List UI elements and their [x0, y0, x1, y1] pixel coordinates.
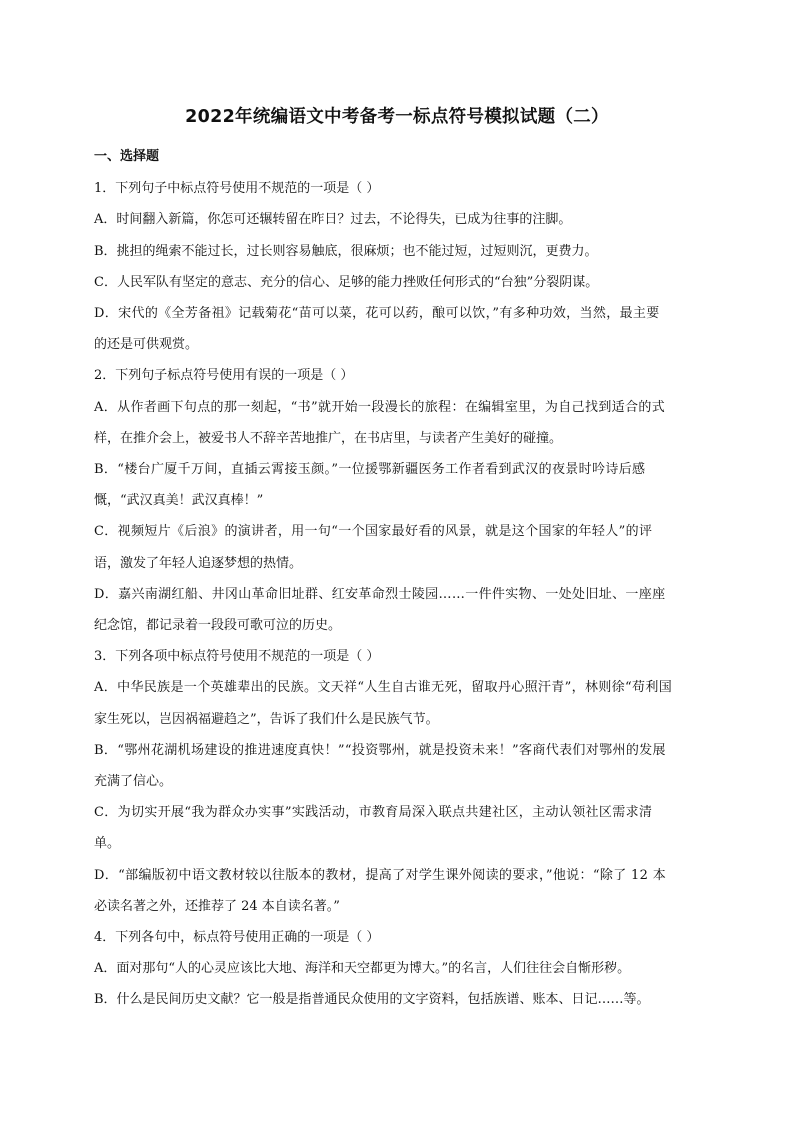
- question-line: 4．下列各句中，标点符号使用正确的一项是（ ）: [94, 930, 380, 945]
- option-line: A．时间翻入新篇，你怎可还辗转留在昨日？过去，不论得失，已成为往事的注脚。: [94, 212, 572, 227]
- option-line: C．为切实开展“我为群众办实事”实践活动，市教育局深入联点共建社区，主动认领社区需求清: [94, 805, 653, 820]
- option-line: C．视频短片《后浪》的演讲者，用一句“一个国家最好看的风景，就是这个国家的年轻人”的评: [94, 524, 653, 539]
- question-line: 3．下列各项中标点符号使用不规范的一项是（ ）: [94, 649, 380, 664]
- option-line: B．“鄂州花湖机场建设的推进速度真快！”“投资鄂州，就是投资未来！”客商代表们对鄂州的发展: [94, 743, 666, 758]
- question-line: 2．下列句子标点符号使用有误的一项是（ ）: [94, 368, 354, 383]
- option-line: D．宋代的《全芳备祖》记载菊花“苗可以菜，花可以药，酿可以饮，”有多种功效，当然，最主要: [94, 306, 660, 321]
- option-line: D．嘉兴南湖红船、井冈山革命旧址群、红安革命烈士陵园……一件件实物、一处处旧址、一座座: [94, 587, 666, 602]
- option-line: B．“楼台广厦千万间，直插云霄接玉颜。”一位援鄂新疆医务工作者看到武汉的夜景时吟诗后感: [94, 462, 646, 477]
- option-line-continued: 充满了信心。: [94, 774, 173, 789]
- option-line: B．挑担的绳索不能过长，过长则容易触底，很麻烦；也不能过短，过短则沉，更费力。: [94, 244, 598, 259]
- option-line: A．从作者画下句点的那一刻起，“书”就开始一段漫长的旅程：在编辑室里，为自己找到适合的式: [94, 400, 666, 415]
- option-line: D．“部编版初中语文教材较以往版本的教材，提高了对学生课外阅读的要求，”他说：“除了 12 本: [94, 868, 667, 883]
- option-line: A．中华民族是一个英雄辈出的民族。文天祥“人生自古谁无死，留取丹心照汗青”，林则徐“苟利国: [94, 680, 673, 695]
- option-line-continued: 语，激发了年轻人追逐梦想的热情。: [94, 556, 303, 571]
- option-line-continued: 样，在推介会上，被爱书人不辞辛苦地推广，在书店里，与读者产生美好的碰撞。: [94, 431, 563, 446]
- option-line-continued: 家生死以，岂因祸福避趋之”，告诉了我们什么是民族气节。: [94, 712, 439, 727]
- option-line-continued: 单。: [94, 836, 121, 851]
- option-line: C．人民军队有坚定的意志、充分的信心、足够的能力挫败任何形式的“台独”分裂阴谋。: [94, 275, 599, 290]
- question-line: 1．下列句子中标点符号使用不规范的一项是（ ）: [94, 181, 380, 196]
- option-line: B．什么是民间历史文献？它一般是指普通民众使用的文字资料，包括族谱、账本、日记……等。: [94, 992, 650, 1007]
- option-line: A．面对那句“人的心灵应该比大地、海洋和天空都更为博大。”的名言，人们往往会自惭形秽。: [94, 961, 631, 976]
- option-line-continued: 的还是可供观赏。: [94, 337, 199, 352]
- page-title: 2022年统编语文中考备考一标点符号模拟试题（二）: [185, 107, 609, 127]
- section-heading: 一、选择题: [94, 149, 160, 164]
- option-line-continued: 纪念馆，都记录着一段段可歌可泣的历史。: [94, 618, 342, 633]
- option-line-continued: 慨，“武汉真美！武汉真棒！”: [94, 493, 264, 508]
- option-line-continued: 必读名著之外，还推荐了 24 本自读名著。”: [94, 899, 340, 914]
